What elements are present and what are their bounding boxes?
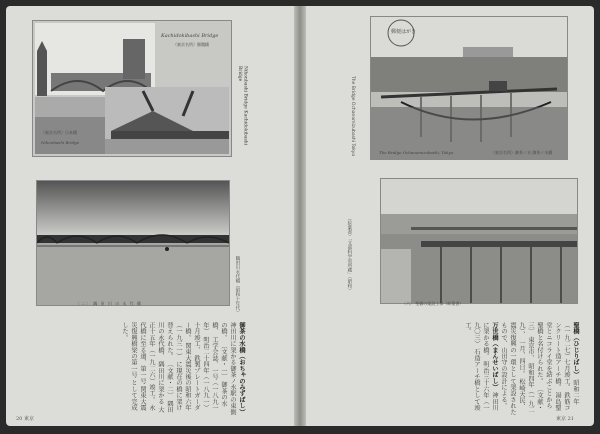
caption-nihonbashi-jp: （東京名所）日本橋 bbox=[41, 130, 77, 135]
left-col-15: 関東大震災復興橋梁の第一号 bbox=[130, 322, 146, 411]
left-col-5: 明治二十四年（一八九一） bbox=[202, 336, 209, 411]
left-col-13: 大正十五年（一九二六）竣工。 bbox=[148, 322, 164, 413]
left-col-2: 神田川に架かる御茶ノ水駅の東側の橋。 bbox=[220, 322, 236, 415]
photo3-side-title: The Bridge Ochanomizubashi Tokyo bbox=[350, 76, 355, 157]
right-page bbox=[306, 6, 594, 426]
gutter bbox=[294, 6, 306, 426]
left-col-1: 御茶の水橋（おちゃのみずばし） bbox=[238, 322, 245, 415]
left-col-7: 鉄製プレートガーダー橋。 bbox=[184, 322, 200, 411]
photo-eitai-bridge bbox=[36, 180, 230, 306]
bridge-photograph bbox=[37, 181, 229, 305]
caption-kachidoki-en: Kachidokibashi Bridge bbox=[161, 33, 219, 39]
right-col-3: 鉄筋コンクリート造アーチ橋。 bbox=[554, 322, 570, 411]
right-col-13: 万世橋（まんせいばし） bbox=[491, 322, 498, 391]
left-col-11: 隅田川の永代橋、 bbox=[157, 322, 173, 413]
right-col-8: 昭和四年（一九二九）、 bbox=[518, 322, 534, 413]
right-body-text bbox=[324, 322, 580, 416]
left-col-12: 隅田川に架かる bbox=[157, 361, 164, 405]
photo-nihonbashi-kachidoki bbox=[32, 20, 232, 157]
left-col-8: 関東大震災後の昭和六年（一九三一） bbox=[175, 322, 191, 411]
right-col-2: 昭和二年（一九二七）七月竣工。 bbox=[563, 322, 579, 405]
photo1-side-caption: Nihonbashi Bridge Kachidokibashi Bridge bbox=[236, 66, 248, 146]
right-col-9: 一月、四日。 bbox=[518, 339, 525, 377]
left-body-text bbox=[26, 322, 246, 416]
right-col-11: 震災復興の一環として架設された bbox=[509, 322, 516, 415]
left-page bbox=[6, 6, 294, 426]
photo2-side-caption: 隅田川永代橋（昭和十年代） bbox=[234, 256, 240, 315]
left-col-14: 永代橋に至る道、第一号 bbox=[139, 322, 155, 411]
construction-photograph bbox=[381, 179, 577, 303]
right-col-6: 〔文献・三〕 bbox=[527, 322, 543, 411]
right-col-12: もので、山田守の設計による。 bbox=[500, 322, 507, 409]
right-col-10: 松崎天民、 bbox=[518, 378, 525, 410]
photo3-bottom-en: The Bridge Ochanomizubashi, Tokyo bbox=[379, 150, 454, 155]
left-col-9: に現在の橋に架け替えられた。 bbox=[166, 322, 182, 411]
right-col-1: 聖橋（ひじりばし） bbox=[572, 322, 579, 378]
caption-kachidoki-jp: （東京名所）勝鬨橋 bbox=[173, 42, 209, 47]
right-folio: 東京 21 bbox=[556, 416, 574, 422]
bridge-postcard bbox=[371, 17, 567, 159]
right-col-7: 東京市、 bbox=[527, 336, 534, 362]
right-col-14: 神田川に架かる橋。 bbox=[482, 322, 498, 411]
left-folio: 20 東京 bbox=[16, 416, 34, 422]
left-col-16: として完成した。 bbox=[121, 322, 137, 411]
photo3-stamp: 郵便はがき bbox=[391, 29, 417, 35]
right-col-5: 聖橋と名付けられた。 bbox=[536, 322, 543, 384]
photo4-caption: 〔六〕 聖橋の架設工事（絵葉書） bbox=[402, 301, 464, 306]
left-col-4: 工学会誌、一号（一八九一年） bbox=[202, 322, 218, 411]
photo4-side-caption: （絵葉書）「文部科学省所蔵」（昭和） bbox=[346, 216, 352, 293]
right-col-15: 明治三十六年（一九〇三） bbox=[473, 322, 489, 411]
caption-nihonbashi-en: Nihonbashi Bridge bbox=[41, 140, 80, 145]
right-col-4: 湯島聖堂とニコライ堂を結ぶことから bbox=[545, 322, 561, 411]
left-col-10: 〔文献・二〕 bbox=[166, 361, 173, 399]
photo-ochanomizu-bridge bbox=[370, 16, 568, 160]
photo3-bottom-jp: （東京名所）御茶ノ水 御茶ノ水橋 bbox=[491, 150, 553, 155]
photo-hijiri-construction bbox=[380, 178, 578, 304]
photo2-caption: 〔二〕 隅 田 川 の 永 代 橋 bbox=[76, 301, 142, 306]
left-col-3: 〔文献・一〕 御茶の水橋、 bbox=[211, 322, 227, 407]
left-col-6: 十月竣工、 bbox=[193, 322, 200, 353]
right-col-16: 石造アーチ橋として竣工。 bbox=[464, 322, 480, 411]
